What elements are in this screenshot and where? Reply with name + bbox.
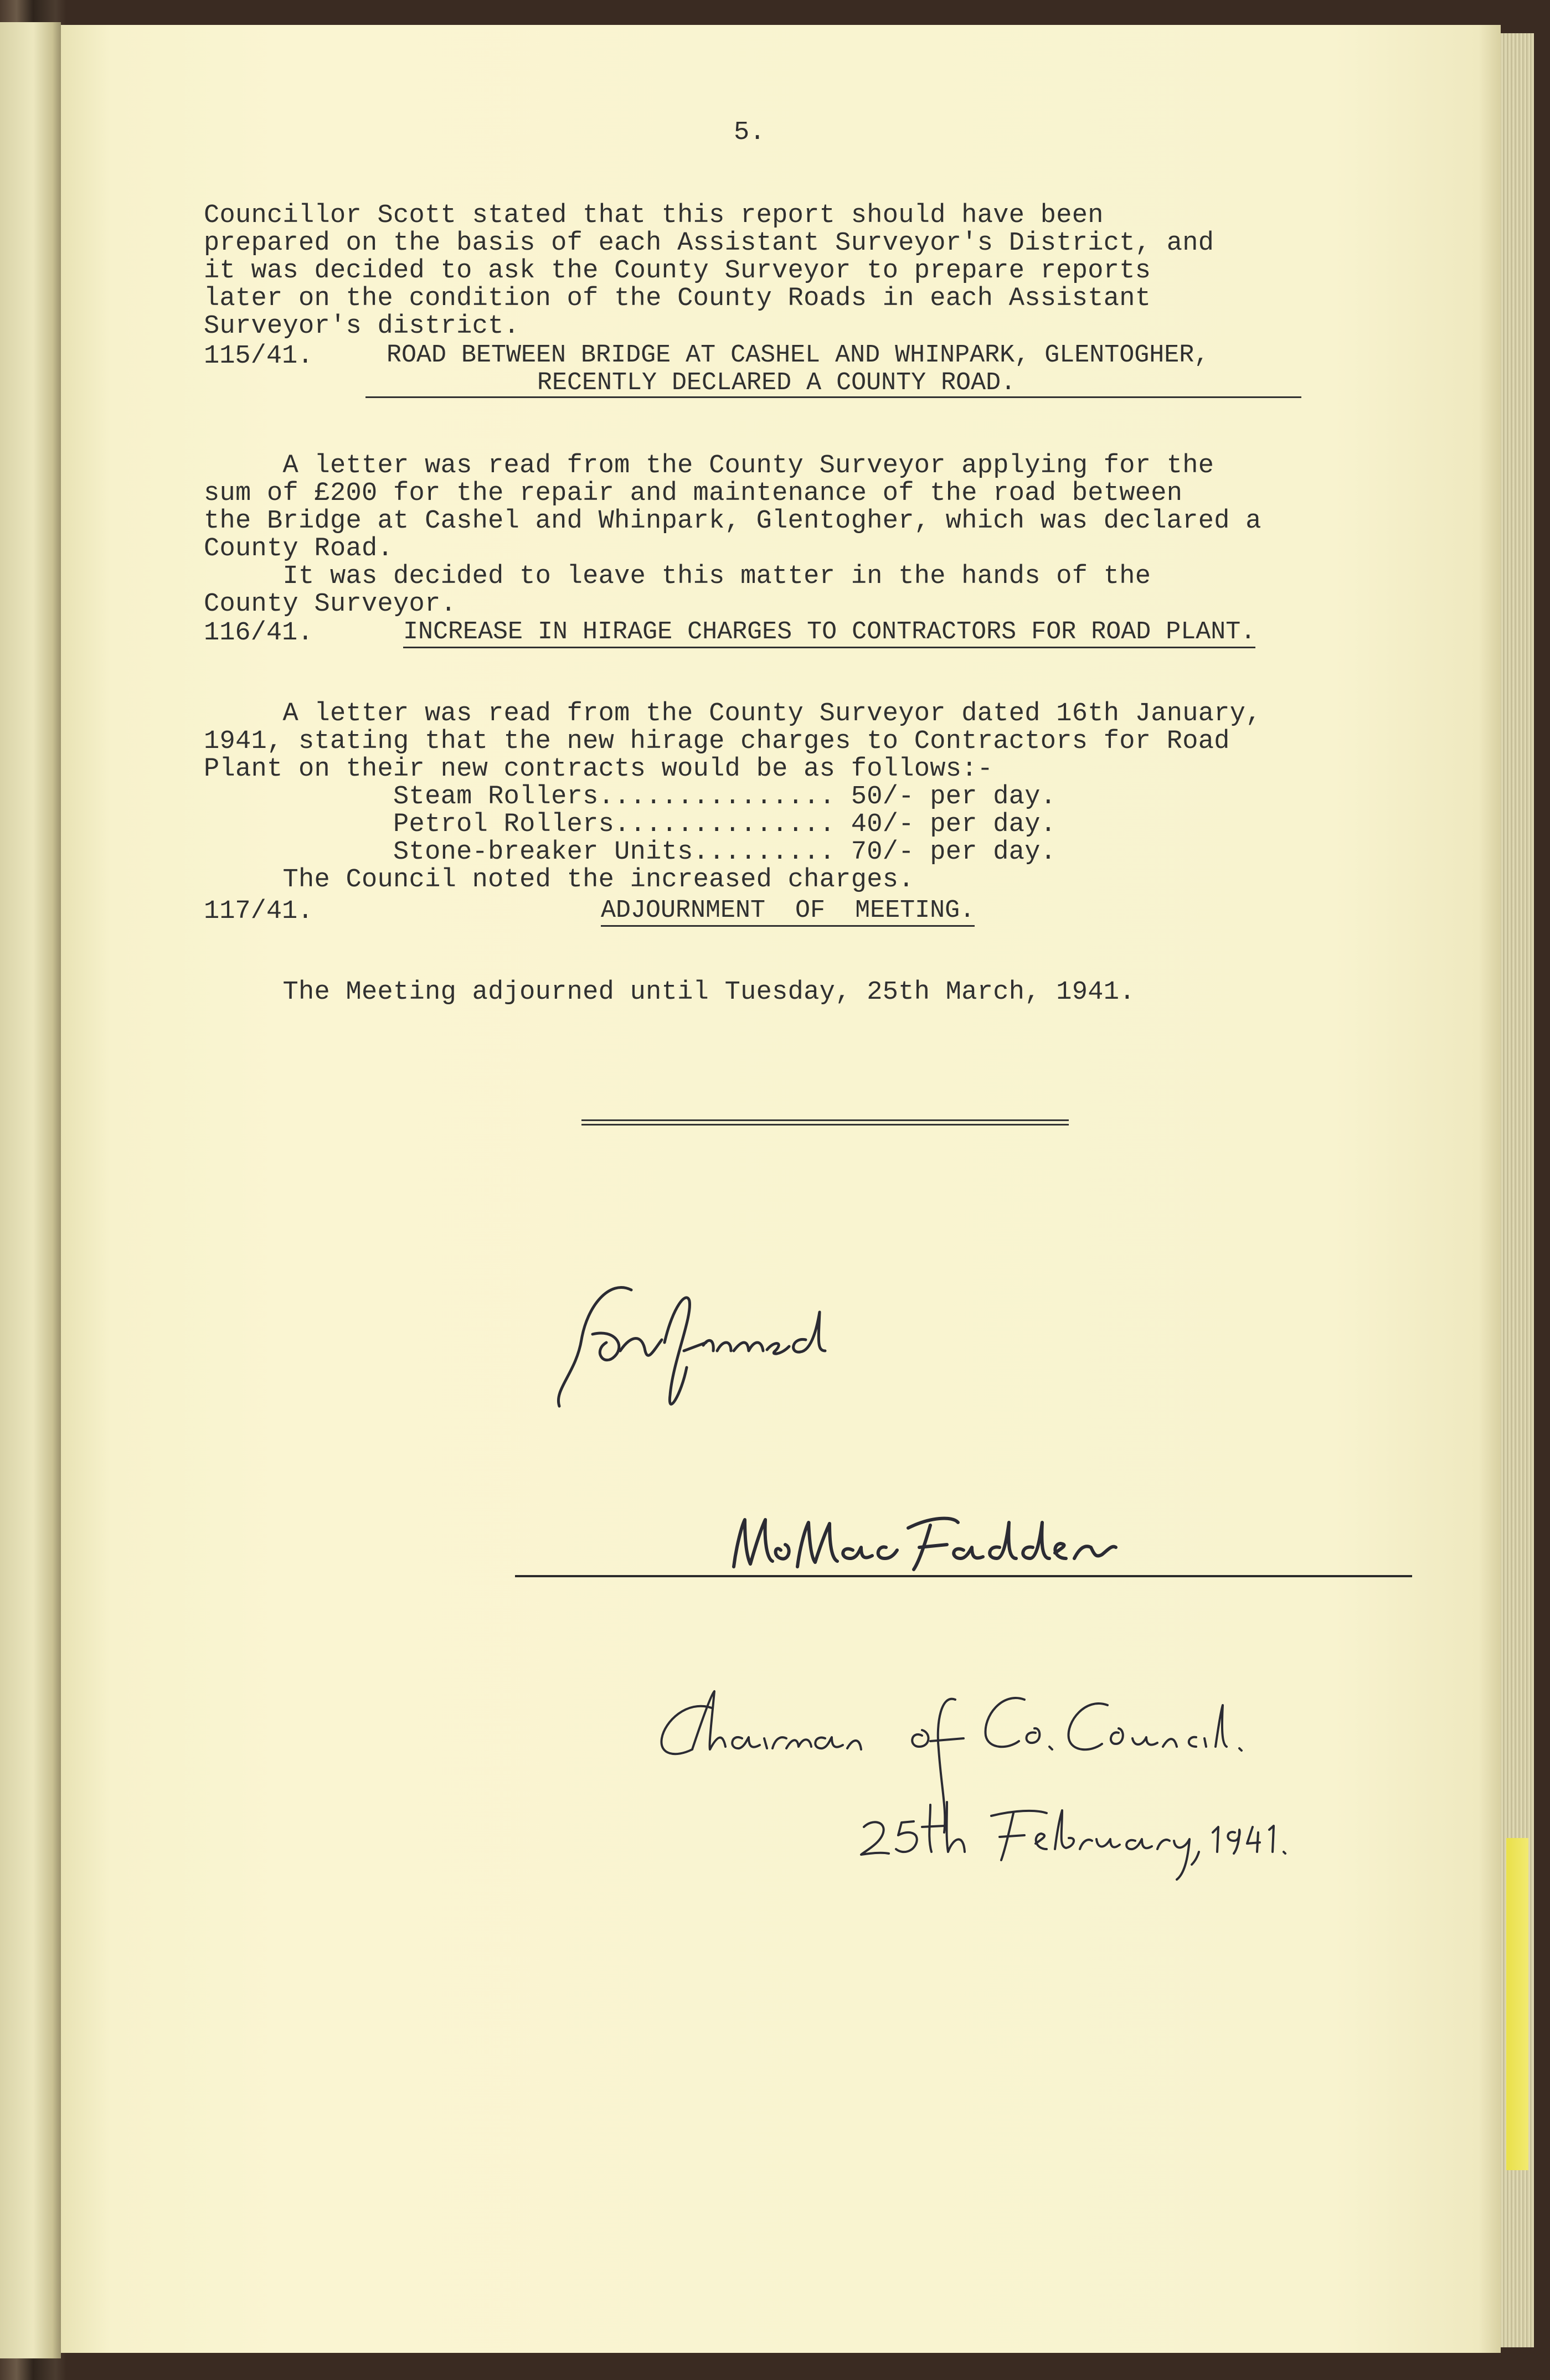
intro-line: Councillor Scott stated that this report should have been xyxy=(204,201,1104,230)
body-line: the Bridge at Cashel and Whinpark, Glentogher, which was declared a xyxy=(204,507,1261,536)
confirmed-handwriting xyxy=(558,1288,825,1406)
item-heading-line2: RECENTLY DECLARED A COUNTY ROAD. xyxy=(537,369,1016,397)
signature-handwriting xyxy=(734,1519,1116,1570)
body-line: sum of £200 for the repair and maintenance of the road between xyxy=(204,479,1183,508)
body-line: County Surveyor. xyxy=(204,590,457,619)
intro-line: Surveyor's district. xyxy=(204,312,520,341)
intro-line: prepared on the basis of each Assistant Surveyor's District, and xyxy=(204,229,1214,258)
item-number: 117/41. xyxy=(204,897,313,926)
item-heading: ROAD BETWEEN BRIDGE AT CASHEL AND WHINPARK, GLENTOGHER, xyxy=(387,341,1209,369)
body-line: The Council noted the increased charges. xyxy=(204,865,914,895)
body-line: It was decided to leave this matter in the hands of the xyxy=(204,562,1151,591)
item-number: 116/41. xyxy=(204,618,313,648)
item-heading: ADJOURNMENT OF MEETING. xyxy=(601,897,975,927)
body-line: 1941, stating that the new hirage charges to Contractors for Road xyxy=(204,727,1230,756)
intro-line: later on the condition of the County Roads in each Assistant xyxy=(204,284,1151,313)
intro-line: it was decided to ask the County Surveyor to prepare reports xyxy=(204,256,1151,286)
body-line: The Meeting adjourned until Tuesday, 25th March, 1941. xyxy=(204,978,1135,1007)
body-line: Plant on their new contracts would be as follows:- xyxy=(204,755,993,784)
body-line: County Road. xyxy=(204,534,394,564)
item-number: 115/41. xyxy=(204,342,313,371)
body-line: A letter was read from the County Surveyor dated 16th January, xyxy=(204,699,1261,729)
body-line: Petrol Rollers.............. 40/- per day. xyxy=(204,810,1057,839)
body-line: Steam Rollers............... 50/- per day. xyxy=(204,782,1057,812)
body-line: Stone-breaker Units......... 70/- per day. xyxy=(204,838,1057,867)
body-line: A letter was read from the County Surveyor applying for the xyxy=(204,451,1214,481)
item-heading: INCREASE IN HIRAGE CHARGES TO CONTRACTORS FOR ROAD PLANT. xyxy=(403,618,1255,648)
chairman-title-handwriting xyxy=(661,1691,1242,1832)
date-handwriting xyxy=(861,1802,1285,1880)
page-number: 5. xyxy=(734,118,766,147)
